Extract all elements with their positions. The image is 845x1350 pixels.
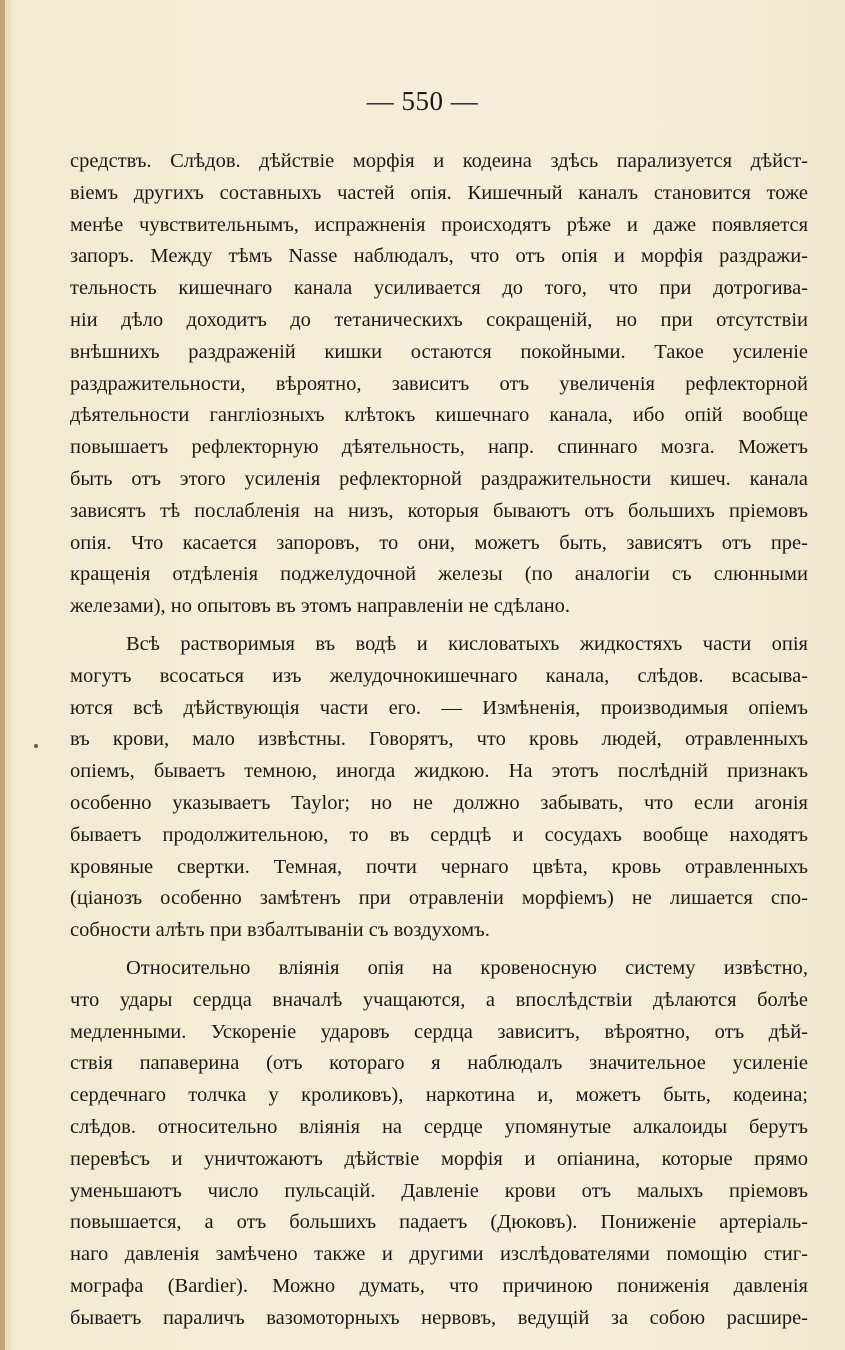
text-line: запоръ. Между тѣмъ Nasse наблюдалъ, что отъ опія и морфія раздражи-	[70, 245, 808, 268]
text-line: бываетъ продолжительною, то въ сердцѣ и сосудахъ вообще находятъ	[70, 823, 808, 846]
text-line: повышается, а отъ большихъ падаетъ (Дюковъ). Пониженіе артеріаль-	[70, 1211, 808, 1234]
text-line: ются всѣ дѣйствующія части его. — Измѣненія, производимыя опіемъ	[70, 696, 808, 719]
text-line: кращенія отдѣленія поджелудочной железы (по аналогіи съ слюнными	[70, 563, 808, 586]
text-line: повышаетъ рефлекторную дѣятельность, напр. спиннаго мозга. Можетъ	[70, 436, 808, 459]
text-line: средствъ. Слѣдов. дѣйствіе морфія и кодеина здѣсь парализуется дѣйст-	[70, 150, 808, 172]
paragraph-1	[70, 146, 808, 623]
text-line: опіемъ, бываетъ темною, иногда жидкою. На этотъ послѣдній признакъ	[70, 760, 808, 783]
text-line: Относительно вліянія опія на кровеносную систему извѣстно,	[126, 956, 808, 979]
text-line: опія. Что касается запоровъ, то они, можетъ быть, зависятъ отъ пре-	[70, 531, 808, 554]
text-line: раздражительности, вѣроятно, зависитъ отъ увеличенія рефлекторной	[70, 372, 808, 395]
text-line: менѣе чувствительнымъ, испражненія происходятъ рѣже и даже появляется	[70, 213, 808, 236]
text-line: что удары сердца вначалѣ учащаются, а впослѣдствіи дѣлаются болѣе	[70, 988, 808, 1011]
text-line: уменьшаютъ число пульсацій. Давленіе крови отъ малыхъ пріемовъ	[70, 1179, 808, 1202]
text-line: кровяные свертки. Темная, почти чернаго цвѣта, кровь отравленныхъ	[70, 855, 808, 878]
body-text	[70, 146, 808, 1334]
text-line: ствія папаверина (отъ котораго я наблюдалъ значительное усиленіе	[70, 1052, 808, 1075]
text-line: наго давленія замѣчено также и другими изслѣдователями помощію стиг-	[70, 1243, 808, 1266]
text-line: дѣятельности гангліозныхъ клѣтокъ кишечнаго канала, ибо опій вообще	[70, 404, 808, 427]
text-line: перевѣсъ и уничтожаютъ дѣйствіе морфія и опіанина, которые прямо	[70, 1147, 808, 1170]
text-line: Всѣ растворимыя въ водѣ и кисловатыхъ жидкостяхъ части опія	[126, 632, 808, 655]
text-line: бываетъ параличъ вазомоторныхъ нервовъ, ведущій за собою расшире-	[70, 1306, 808, 1329]
text-line: особенно указываетъ Taylor; но не должно забывать, что если агонія	[70, 791, 808, 814]
text-line: слѣдов. относительно вліянія на сердце упомянутые алкалоиды берутъ	[70, 1115, 808, 1138]
text-line: собности алѣть при взбалтываніи съ воздухомъ.	[70, 919, 490, 942]
text-line: внѣшнихъ раздраженій кишки остаются покойными. Такое усиленіе	[70, 340, 808, 363]
text-line: (ціанозъ особенно замѣтенъ при отравленіи морфіемъ) не лишается спо-	[70, 887, 808, 910]
text-line: железами), но опытовъ въ этомъ направленіи не сдѣлано.	[70, 595, 571, 618]
text-line: сердечнаго толчка у кроликовъ), наркотина и, можетъ быть, кодеина;	[70, 1084, 808, 1107]
text-line: быть отъ этого усиленія рефлекторной раздражительности кишеч. канала	[70, 467, 808, 490]
text-line: въ крови, мало извѣстны. Говорятъ, что кровь людей, отравленныхъ	[70, 728, 808, 751]
text-line: мографа (Bardier). Можно думать, что причиною пониженія давленія	[70, 1274, 808, 1297]
text-line: могутъ всосаться изъ желудочнокишечнаго канала, слѣдов. всасыва-	[70, 664, 808, 687]
paper-blemish	[34, 744, 38, 748]
page-binding-edge	[0, 0, 5, 1350]
text-line: віемъ другихъ составныхъ частей опія. Кишечный каналъ становится тоже	[70, 181, 808, 204]
text-line: зависятъ тѣ послабленія на низъ, которыя бываютъ отъ большихъ пріемовъ	[70, 499, 808, 522]
text-line: медленными. Ускореніе ударовъ сердца зависитъ, вѣроятно, отъ дѣй-	[70, 1020, 808, 1043]
paragraph-3	[70, 953, 808, 1335]
text-line: ніи дѣло доходитъ до тетаническихъ сокращеній, но при отсутствіи	[70, 308, 808, 331]
page-number: — 550 —	[366, 86, 479, 116]
text-line: тельность кишечнаго канала усиливается до того, что при дотрогива-	[70, 277, 808, 300]
paragraph-2	[70, 629, 808, 947]
